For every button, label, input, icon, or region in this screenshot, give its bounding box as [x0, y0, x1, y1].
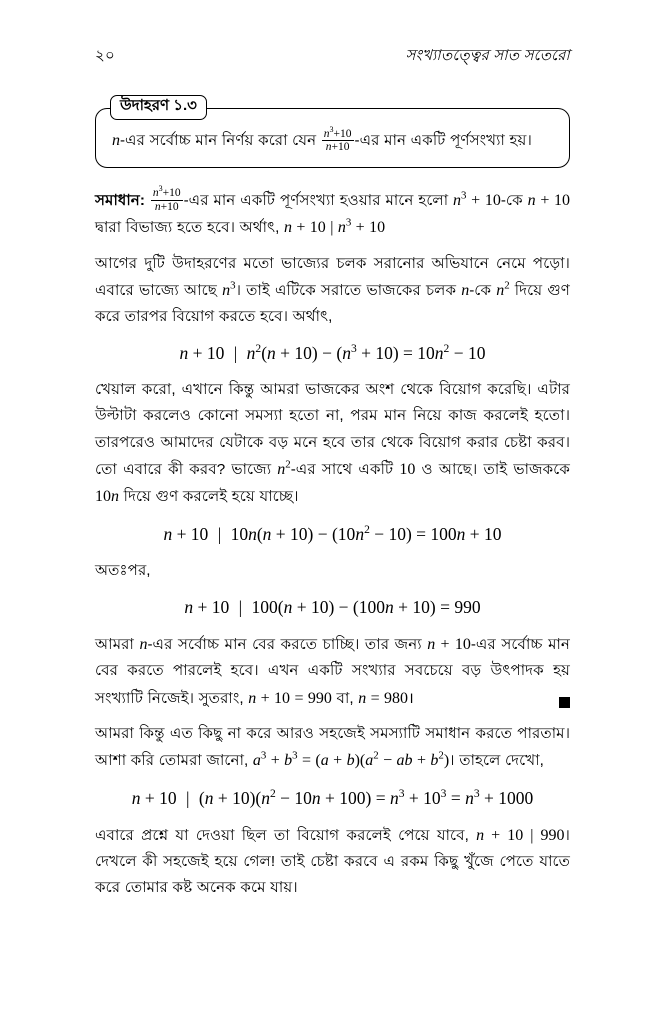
solution-p2-text-b: । তাই এটিকে সরাতে ভাজকের চলক [235, 281, 462, 299]
example-statement-prefix: -এর সর্বোচ্চ মান নির্ণয় করো যেন [120, 132, 321, 149]
fraction-denominator: n+10 [322, 140, 354, 153]
running-head [95, 44, 570, 69]
solution-p1-expr-1: $n^3 + 10$ [453, 189, 501, 209]
solution-paragraph-2 [95, 251, 570, 331]
example-box-tab-label: উদাহরণ ১.৩ [110, 95, 207, 120]
solution-paragraph-4: অতঃপর, [95, 561, 151, 579]
display-equation-4: n + 10 | $(n + 10)(n^2 - 10n + 100) = n^3 + 10^3 = n^3 + 1000$ [131, 787, 534, 808]
fraction-numerator: $n^3+10$ [323, 124, 352, 140]
solution-p3-expr-2: 10 [399, 460, 416, 478]
solution-p3-text-d: দিয়ে গুণ করলেই হয়ে যাচ্ছে। [119, 488, 299, 506]
solution-p5-expr-4: n = 980 [358, 689, 409, 707]
solution-p1-text-a: -এর মান একটি পূর্ণসংখ্যা হওয়ার মানে হলো [183, 191, 454, 209]
solution-p3-text-b: -এর সাথে একটি [290, 460, 400, 478]
example-fraction [322, 124, 354, 154]
solution-p6-text-a: আমরা কিন্তু এত কিছু না করে আরও সহজেই সমস্যাটি সমাধান করতে পারতাম। আশা করি তোমরা জানো, [95, 725, 570, 770]
solution-p1-expr-3: n + 10 | $n^3 + 10$ [283, 216, 386, 237]
solution-p5-expr-2: n + 10 [427, 635, 471, 653]
solution-p7-text-a: এবারে প্রশ্নে যা দেওয়া ছিল তা বিয়োগ করলেই পেয়ে যাবে, [95, 826, 477, 844]
page-number: ২০ [95, 47, 116, 64]
solution-p2-expr-2: n [461, 281, 470, 299]
solution-p5-text-a: আমরা [95, 635, 140, 653]
example-statement [112, 124, 553, 155]
solution-p5-text-d: বা, [331, 689, 359, 707]
solution-paragraph-6 [95, 721, 570, 775]
example-statement-suffix: -এর মান একটি পূর্ণসংখ্যা হয়। [354, 132, 532, 149]
solution-p5-text-e: । [408, 689, 414, 707]
solution-label: সমাধান: [95, 191, 145, 209]
example-variable-n: n [112, 132, 120, 149]
fraction-numerator: $n^3+10$ [152, 184, 181, 200]
solution-p7-expr: n + 10 | 990 [476, 826, 565, 844]
solution-fraction [151, 184, 183, 213]
solution-p3-text-a: খেয়াল করো, এখানে কিন্তু আমরা ভাজকের অংশ থেকে বিয়োগ করেছি। এটার উল্টাটা করলেও কোনো সমস্যা হতো না, পরম মান নিয়ে কাজ করলেই হতো। তারপরেও আমাদের যেটাকে বড় মনে হবে তার থেকে বিয়োগ করার চেষ্টা করব। তো এবারে কী করব? ভাজ্যে [95, 381, 570, 478]
solution-paragraph-7 [95, 822, 570, 902]
solution-p3-expr-1: $n^2$ [277, 458, 291, 478]
solution-paragraph-1 [95, 184, 571, 242]
solution-p2-expr-3: $n^2$ [496, 279, 510, 299]
solution-p5-text-b: -এর সর্বোচ্চ মান বের করতে চাচ্ছি। তার জন্য [147, 635, 428, 653]
solution-p1-text-b: -কে [500, 191, 528, 209]
solution-p7-text-b: । দেখলে কী সহজেই হয়ে গেল! তাই চেষ্টা করবে এ রকম কিছু খুঁজে পেতে যাতে করে তোমার কষ্ট অনেক কমে যায়। [95, 826, 570, 897]
content-column [95, 97, 571, 911]
display-equation-3: n + 10 | 100(n + 10) − (100n + 10) = 990 [184, 596, 481, 617]
solution-p2-text-c: -কে [469, 281, 497, 299]
solution-p5-expr-1: n [139, 635, 148, 653]
display-equation-1: n + 10 | $n^2(n + 10) - (n^3 + 10) = 10n^2 - 10$ [179, 343, 486, 364]
solution-p3-expr-3: 10n [95, 488, 119, 506]
solution-p1-expr-2: n + 10 [527, 191, 571, 209]
solution-p6-expr: $a^3 + b^3 = (a + b)(a^2$ − ab + $b^2$) [252, 749, 450, 770]
display-equation-2: n + 10 | $10n(n + 10) - (10n^2 - 10) = 100n + 10$ [163, 523, 502, 544]
running-head-title: সংখ্যাতত্ত্বের সাত সতেরো [405, 47, 570, 64]
solution-paragraph-5 [95, 631, 570, 712]
solution-p6-text-b: । তাহলে দেখো, [449, 752, 544, 770]
solution-paragraph-3 [95, 377, 570, 510]
solution-p5-text-c: -এর সর্বোচ্চ মান বের করতে পারলেই হবে। এখন একটি সংখ্যার সবচেয়ে বড় উৎপাদক হয় সংখ্যাটি নিজেই। সুতরাং, [95, 635, 570, 707]
solution-p5-expr-3: n + 10 = 990 [248, 689, 332, 707]
example-box [95, 97, 570, 168]
solution-p3-text-c: ও আছে। তাই ভাজককে [415, 460, 570, 478]
qed-square-icon [559, 697, 570, 708]
solution-p1-text-c: দ্বারা বিভাজ্য হতে হবে। অর্থাৎ, [95, 219, 284, 237]
solution-p2-expr-1: $n^3$ [222, 279, 236, 299]
solution-p2-text-a: আগের দুটি উদাহরণের মতো ভাজ্যের চলক সরানোর অভিযানে নেমে পড়ো। এবারে ভাজ্যে আছে [95, 254, 570, 299]
fraction-denominator: n+10 [151, 200, 183, 213]
solution-p2-text-d: দিয়ে গুণ করে তারপর বিয়োগ করতে হবে। অর্থাৎ, [95, 281, 570, 326]
